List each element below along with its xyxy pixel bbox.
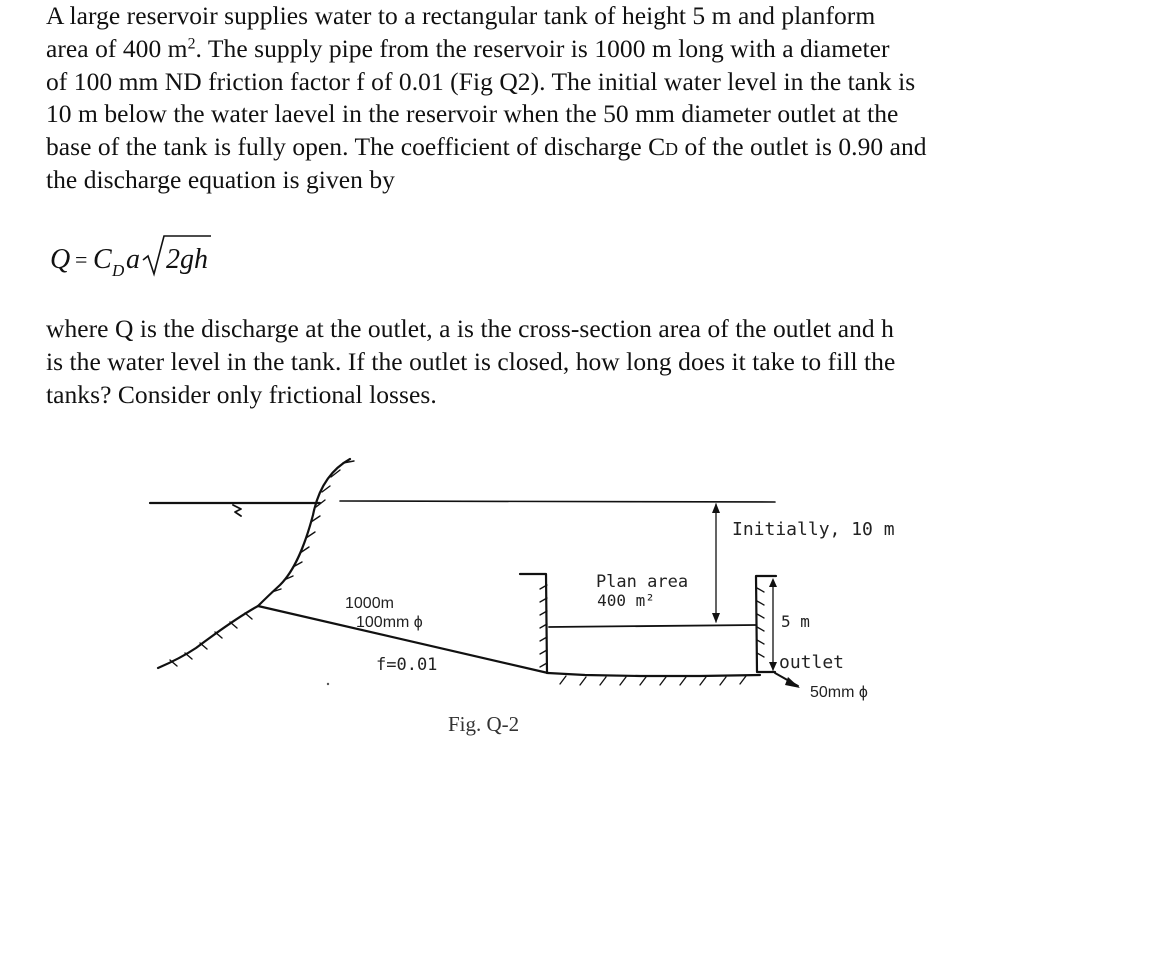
problem-line: 10 m below the water laevel in the reservoir when the 50 mm diameter outlet at the [46,99,899,129]
problem-line [46,33,1136,66]
problem-text: area of 400 m [46,33,188,63]
reservoir-tank-diagram [0,440,1170,760]
problem-line [46,131,1136,164]
problem-line: of 100 mm ND friction factor f of 0.01 (Fig Q2). The initial water level in the tank is [46,66,916,96]
superscript: 2 [187,35,196,53]
problem-paragraph-1 [46,0,1136,197]
tank-left-wall [520,574,547,673]
equation-lhs: Q [50,244,71,275]
problem-text: base of the tank is fully open. The coefficient of discharge C [46,132,666,162]
problem-line: is the water level in the tank. If the outlet is closed, how long does it take to fill the [46,346,896,376]
plan-area-value: 400 m² [597,591,655,610]
problem-line: A large reservoir supplies water to a rectangular tank of height 5 m and planform [46,1,876,30]
subscript: D [665,139,679,160]
equation-coefficient-subscript: D [112,261,125,280]
tank-base [548,673,760,676]
problem-line: tanks? Consider only frictional losses. [46,379,437,409]
problem-paragraph-2 [46,313,1136,411]
reference-level-line [340,501,775,502]
problem-line: where Q is the discharge at the outlet, a is the cross-section area of the outlet and h [46,314,894,343]
base-hatching [560,676,746,685]
equation-area: a [126,244,140,275]
right-wall-hatching [757,588,764,657]
figure-q2 [0,440,1170,760]
outlet-arrow [785,677,800,688]
bank-hatching [170,461,354,666]
stray-dot [327,683,329,685]
equation-graphic [48,232,348,282]
problem-text: . The supply pipe from the reservoir is 1000 m long with a diameter [195,33,890,63]
water-surface-marker [233,505,241,516]
equation-equals: = [75,247,88,272]
reservoir-bank [158,459,350,668]
problem-line: the discharge equation is given by [46,164,395,194]
equation-radicand: 2gh [166,244,208,275]
equation-coefficient: C [93,244,112,275]
pipe-diameter-label: 100mm ϕ [356,614,423,631]
outlet-label: outlet [779,652,845,673]
tank-water-surface [549,625,756,627]
problem-text: of the outlet is 0.90 and [678,132,927,162]
friction-label: f=0.01 [376,655,438,675]
pipe-length-label: 1000m [345,595,394,612]
initial-level-label: Initially, 10 m [732,519,895,540]
figure-caption: Fig. Q-2 [448,712,520,736]
outlet-diameter-label: 50mm ϕ [810,684,868,701]
discharge-equation [48,232,348,282]
plan-area-label: Plan area [595,572,689,592]
tank-height-label: 5 m [781,612,810,631]
